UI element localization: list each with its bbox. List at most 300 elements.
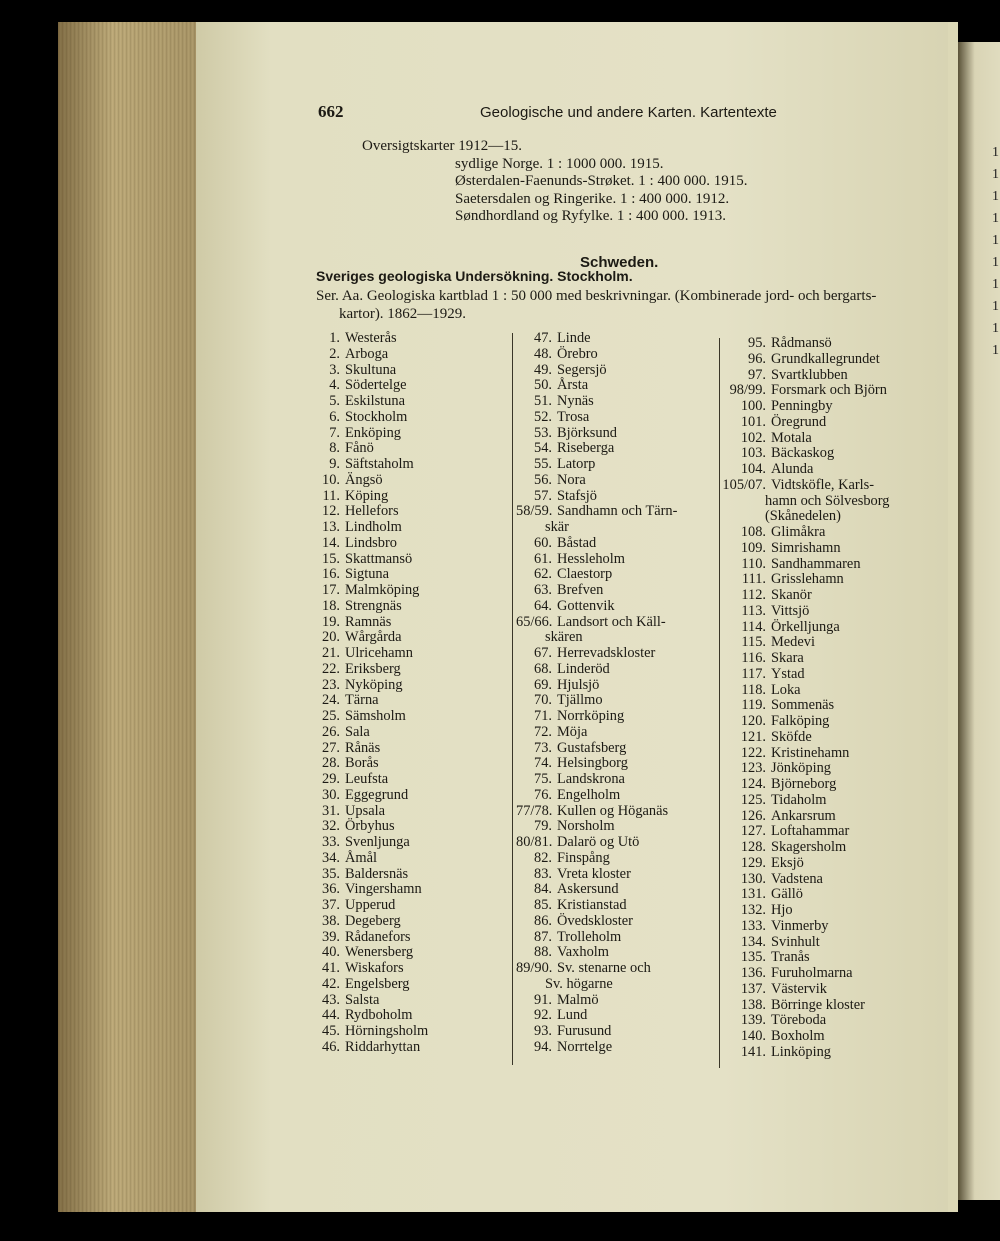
list-item — [306, 725, 506, 741]
facing-page-glyph: 1 — [992, 211, 999, 226]
sheet-name-continued: (Skånedelen) — [765, 508, 841, 525]
sheet-name: Årsta — [557, 377, 589, 394]
sheet-number: 135. — [740, 949, 766, 966]
sheet-name: Leufsta — [345, 771, 389, 787]
sheet-number: 104. — [740, 461, 766, 477]
sheet-number: 119. — [741, 697, 766, 714]
sheet-number: 95. — [748, 335, 766, 351]
sheet-number: 109. — [740, 539, 766, 556]
sheet-number: 71. — [534, 708, 552, 724]
list-item — [516, 552, 712, 568]
sheet-name: Loftahammar — [771, 823, 850, 840]
sheet-name: Herrevadskloster — [557, 645, 656, 661]
list-item — [722, 919, 922, 935]
sheet-name: Åmål — [345, 849, 377, 866]
sheet-name: Björneborg — [771, 776, 837, 792]
list-item — [306, 1024, 506, 1040]
sheet-name: Wenersberg — [345, 944, 414, 961]
list-item — [306, 930, 506, 946]
sheet-list-column-2 — [516, 331, 712, 1056]
sheet-name: Rydboholm — [345, 1007, 413, 1024]
sheet-name: Gottenvik — [557, 597, 615, 614]
list-item — [306, 772, 506, 788]
list-item — [516, 804, 712, 820]
sheet-number: 77/78. — [516, 802, 553, 819]
sheet-number: 22. — [322, 660, 340, 677]
column-divider — [719, 338, 720, 1068]
list-item — [722, 998, 922, 1014]
sheet-number: 97. — [748, 366, 766, 383]
sheet-name: Skultuna — [345, 361, 397, 378]
sheet-name: Västervik — [771, 980, 827, 997]
sheet-name: Vittsjö — [771, 602, 810, 619]
list-item — [722, 336, 922, 352]
sheet-name: Wårgårda — [345, 629, 402, 646]
sheet-name: Simrishamn — [771, 539, 841, 556]
sheet-name: Arboga — [345, 345, 389, 362]
list-item — [306, 457, 506, 473]
facing-page-glyph: 1 — [992, 343, 999, 358]
list-item — [722, 557, 922, 573]
sheet-number: 54. — [534, 440, 552, 457]
facing-page-glyph: 1 — [992, 189, 999, 204]
list-item — [306, 867, 506, 883]
sheet-name: Nyköping — [345, 676, 403, 693]
list-item — [516, 410, 712, 426]
list-item — [722, 667, 922, 683]
list-item — [516, 788, 712, 804]
sheet-number: 87. — [534, 928, 552, 945]
sheet-number: 91. — [534, 991, 552, 1008]
list-item — [722, 746, 922, 762]
sheet-number: 29. — [322, 771, 340, 787]
sheet-name: Rånäs — [345, 739, 381, 756]
sheet-number: 25. — [322, 708, 340, 724]
list-item — [516, 882, 712, 898]
list-item — [722, 541, 922, 557]
list-item — [306, 394, 506, 410]
sheet-name-continued: skär — [545, 519, 569, 535]
sheet-name: Gällö — [771, 886, 803, 903]
list-item — [516, 993, 712, 1009]
sheet-name: Kullen og Höganäs — [557, 802, 669, 819]
list-item — [306, 441, 506, 457]
sheet-name: Sv. stenarne och — [557, 960, 651, 976]
sheet-number: 141. — [740, 1043, 766, 1060]
facing-page-glyph: 1 — [992, 321, 999, 336]
sheet-name: Ramnäs — [345, 613, 392, 630]
sheet-number: 120. — [740, 713, 766, 729]
list-item — [722, 352, 922, 368]
list-item — [516, 457, 712, 473]
sheet-number: 67. — [534, 645, 552, 661]
sheet-name: Linderöd — [557, 660, 610, 677]
list-item — [516, 851, 712, 867]
list-item — [722, 872, 922, 888]
sheet-number: 127. — [740, 823, 766, 840]
list-item — [306, 709, 506, 725]
list-item — [306, 961, 506, 977]
list-item — [516, 756, 712, 772]
sheet-number: 39. — [322, 928, 340, 945]
sheet-name: Motala — [771, 429, 812, 446]
sheet-number: 139. — [740, 1012, 766, 1029]
sheet-number: 24. — [322, 692, 340, 709]
list-item — [306, 615, 506, 631]
list-item — [722, 478, 922, 494]
sheet-number: 79. — [534, 818, 552, 835]
list-item — [306, 741, 506, 757]
sheet-name: Salsta — [345, 991, 380, 1008]
sheet-name: Lindsbro — [345, 534, 397, 551]
sheet-number: 33. — [322, 834, 340, 850]
sheet-name: Tranås — [771, 949, 810, 966]
sheet-number: 15. — [322, 550, 340, 567]
sheet-name: Öregrund — [771, 413, 827, 430]
sheet-number: 105/07. — [722, 476, 766, 493]
sheet-name: Nora — [557, 471, 586, 488]
sheet-name: Kristinehamn — [771, 744, 850, 761]
sheet-number: 31. — [322, 802, 340, 819]
sheet-name-continued: skären — [545, 629, 583, 646]
sheet-name: Strengnäs — [345, 597, 402, 614]
facing-page-sliver — [958, 42, 1000, 1200]
sheet-number: 61. — [534, 550, 552, 567]
sheet-name: Sala — [345, 723, 370, 740]
sheet-number: 32. — [322, 818, 340, 835]
sheet-number: 13. — [322, 519, 340, 535]
sheet-name: Skattmansö — [345, 550, 413, 567]
list-item — [306, 819, 506, 835]
sheet-number: 102. — [740, 429, 766, 446]
sheet-number: 48. — [534, 345, 552, 362]
sheet-name: Norrköping — [557, 708, 625, 724]
sheet-name: Enköping — [345, 424, 401, 441]
sheet-name: Eksjö — [771, 854, 804, 871]
facing-page-glyph: 1 — [992, 167, 999, 182]
sheet-name: Stockholm — [345, 408, 408, 425]
sheet-number: 80/81. — [516, 834, 553, 850]
sheet-name: Skagersholm — [771, 839, 847, 855]
sheet-number: 69. — [534, 676, 552, 693]
sheet-name: Engelholm — [557, 786, 621, 803]
sheet-number: 108. — [740, 524, 766, 540]
sheet-number: 38. — [322, 912, 340, 929]
list-item — [516, 1040, 712, 1056]
sheet-number: 118. — [741, 681, 766, 698]
list-item — [306, 945, 506, 961]
sheet-number: 63. — [534, 582, 552, 598]
sheet-number: 65/66. — [516, 613, 553, 630]
sheet-name: Askersund — [557, 881, 619, 898]
sheet-number: 28. — [322, 755, 340, 772]
list-item — [516, 898, 712, 914]
sheet-number: 23. — [322, 676, 340, 693]
sheet-number: 52. — [534, 408, 552, 425]
list-item — [306, 662, 506, 678]
sheet-number: 130. — [740, 870, 766, 887]
list-item — [722, 399, 922, 415]
list-item — [516, 347, 712, 363]
sheet-name: Vreta kloster — [557, 865, 631, 882]
column-divider — [512, 333, 513, 1065]
sheet-number: 41. — [322, 960, 340, 976]
sheet-number: 12. — [322, 503, 340, 520]
sheet-name: Skanör — [771, 587, 812, 603]
oversigt-main: Oversigtskarter 1912—15. — [362, 138, 522, 154]
sheet-name: Landskrona — [557, 771, 625, 787]
facing-page-glyph: 1 — [992, 145, 999, 160]
oversigt-sub: Søndhordland og Ryfylke. 1 : 400 000. 1913. — [455, 208, 727, 224]
sheet-number: 93. — [534, 1023, 552, 1039]
sheet-name: Upperud — [345, 897, 396, 913]
sheet-number: 17. — [322, 582, 340, 598]
sheet-name: Tärna — [345, 692, 379, 709]
sheet-number: 46. — [322, 1038, 340, 1055]
facing-page-glyph: 1 — [992, 299, 999, 314]
sheet-name: Baldersnäs — [345, 865, 409, 882]
sheet-name: Örebro — [557, 345, 598, 362]
sheet-name-continued: Sv. högarne — [545, 975, 613, 992]
sheet-number: 132. — [740, 902, 766, 918]
list-item — [722, 903, 922, 919]
list-item — [306, 630, 506, 646]
sheet-name: Köping — [345, 487, 389, 504]
sheet-name: Furuholmarna — [771, 965, 853, 981]
sheet-number: 9. — [329, 456, 340, 472]
sheet-number: 1. — [329, 330, 340, 346]
sheet-number: 98/99. — [729, 382, 766, 399]
facing-page-glyph: 1 — [992, 277, 999, 292]
list-item — [516, 930, 712, 946]
sheet-list-column-3 — [722, 336, 922, 1061]
sheet-number: 64. — [534, 597, 552, 614]
sheet-name: Wiskafors — [345, 960, 404, 976]
list-item — [516, 1024, 712, 1040]
sheet-number: 47. — [534, 330, 552, 346]
sheet-number: 26. — [322, 723, 340, 740]
sheet-number: 4. — [329, 377, 340, 394]
list-item — [516, 331, 712, 347]
sheet-number: 62. — [534, 566, 552, 583]
sheet-name: Linköping — [771, 1043, 831, 1060]
list-item — [722, 777, 922, 793]
sheet-name: Möja — [557, 723, 588, 740]
sheet-name: Dalarö og Utö — [557, 834, 640, 850]
sheet-number: 124. — [740, 776, 766, 792]
sheet-name: Björksund — [557, 424, 617, 441]
list-item — [722, 887, 922, 903]
series-description — [316, 288, 936, 323]
list-item — [306, 331, 506, 347]
list-item — [516, 772, 712, 788]
sheet-name-continued: hamn och Sölvesborg — [765, 492, 890, 509]
sheet-name: Sandhammaren — [771, 555, 861, 572]
sheet-number: 6. — [329, 408, 340, 425]
sheet-number: 8. — [329, 440, 340, 457]
sheet-name: Börringe kloster — [771, 996, 865, 1013]
list-item — [722, 446, 922, 462]
sheet-number: 96. — [748, 350, 766, 367]
sheet-name: Tidaholm — [771, 791, 827, 808]
list-item — [722, 935, 922, 951]
list-item — [516, 709, 712, 725]
sheet-number: 85. — [534, 897, 552, 913]
sheet-number: 45. — [322, 1023, 340, 1039]
sheet-name: Sköfde — [771, 728, 812, 745]
sheet-number: 27. — [322, 739, 340, 756]
sheet-name: Skara — [771, 650, 804, 666]
sheet-name: Helsingborg — [557, 755, 628, 772]
series-line-continued: kartor). 1862—1929. — [339, 305, 467, 322]
list-item — [306, 788, 506, 804]
list-item — [722, 620, 922, 636]
list-item — [516, 536, 712, 552]
list-item — [516, 693, 712, 709]
list-item — [516, 867, 712, 883]
sheet-name: Övedskloster — [557, 912, 633, 929]
sheet-name: Ystad — [771, 665, 805, 682]
list-item — [306, 378, 506, 394]
list-item — [306, 410, 506, 426]
sheet-number: 122. — [740, 744, 766, 761]
sheet-name: Grisslehamn — [771, 571, 844, 588]
list-item — [306, 347, 506, 363]
sheet-number: 84. — [534, 881, 552, 898]
sheet-number: 100. — [740, 398, 766, 414]
sheet-number: 113. — [741, 602, 766, 619]
sheet-name: Forsmark och Björn — [771, 382, 887, 399]
sheet-number: 34. — [322, 849, 340, 866]
list-item — [516, 441, 712, 457]
sheet-name: Gustafsberg — [557, 739, 627, 756]
sheet-name: Landsort och Käll- — [557, 613, 666, 630]
sheet-name: Penningby — [771, 398, 833, 414]
sheet-number: 92. — [534, 1007, 552, 1024]
sheet-name: Degeberg — [345, 912, 401, 929]
sheet-name: Vadstena — [771, 870, 823, 887]
sheet-name: Vinmerby — [771, 917, 829, 934]
list-item — [722, 761, 922, 777]
sheet-name: Hellefors — [345, 503, 399, 520]
sheet-name: Segersjö — [557, 361, 607, 378]
list-item — [722, 431, 922, 447]
sheet-name: Nynäs — [557, 393, 594, 409]
sheet-number: 137. — [740, 980, 766, 997]
list-item — [516, 1008, 712, 1024]
sheet-name: Jönköping — [771, 760, 831, 777]
sheet-name: Upsala — [345, 802, 385, 819]
sheet-number: 89/90. — [516, 960, 553, 976]
list-item — [306, 489, 506, 505]
publisher-heading: Sveriges geologiska Undersökning. Stockholm. — [316, 268, 633, 284]
sheet-number: 110. — [741, 555, 766, 572]
list-item — [306, 583, 506, 599]
list-item — [722, 572, 922, 588]
sheet-name: Ankarsrum — [771, 807, 836, 824]
sheet-name: Riddarhyttan — [345, 1038, 421, 1055]
sheet-number: 83. — [534, 865, 552, 882]
sheet-name: Vidtsköfle, Karls- — [771, 476, 875, 493]
page-header — [318, 102, 778, 126]
sheet-name: Brefven — [557, 582, 604, 598]
sheet-number: 133. — [740, 917, 766, 934]
list-item — [306, 804, 506, 820]
sheet-name: Engelsberg — [345, 975, 410, 992]
sheet-name: Riseberga — [557, 440, 615, 457]
page-title: Geologische und andere Karten. Kartentexte — [480, 104, 777, 121]
sheet-number: 75. — [534, 771, 552, 787]
sheet-number: 58/59. — [516, 503, 553, 520]
list-item — [516, 835, 712, 851]
sheet-name: Trosa — [557, 408, 590, 425]
sheet-name: Sigtuna — [345, 566, 389, 583]
list-item — [722, 1045, 922, 1061]
sheet-number: 11. — [322, 487, 340, 504]
sheet-number: 128. — [740, 839, 766, 855]
sheet-number: 72. — [534, 723, 552, 740]
sheet-name: Sommenäs — [771, 697, 835, 714]
oversigt-sub: Østerdalen-Faenunds-Strøket. 1 : 400 000. 1915. — [455, 173, 748, 189]
section-title: Schweden. — [580, 254, 659, 271]
list-item — [306, 851, 506, 867]
sheet-name: Södertelge — [345, 377, 407, 394]
list-item — [306, 1040, 506, 1056]
list-item — [722, 809, 922, 825]
sheet-number: 82. — [534, 849, 552, 866]
list-item — [516, 914, 712, 930]
sheet-number: 74. — [534, 755, 552, 772]
sheet-number: 117. — [741, 665, 766, 682]
sheet-name: Eskilstuna — [345, 393, 405, 409]
sheet-name: Falköping — [771, 713, 830, 729]
list-item — [516, 819, 712, 835]
sheet-name: Latorp — [557, 456, 596, 472]
list-item — [306, 993, 506, 1009]
list-item — [516, 678, 712, 694]
sheet-name: Norrtelge — [557, 1038, 613, 1055]
sheet-number: 70. — [534, 692, 552, 709]
sheet-number: 138. — [740, 996, 766, 1013]
sheet-name: Alunda — [771, 461, 814, 477]
sheet-number: 53. — [534, 424, 552, 441]
list-item — [516, 489, 712, 505]
list-item — [722, 525, 922, 541]
sheet-list-column-1 — [306, 331, 506, 1056]
list-item — [722, 368, 922, 384]
sheet-name: Norsholm — [557, 818, 615, 835]
sheet-number: 14. — [322, 534, 340, 551]
sheet-number: 111. — [741, 571, 766, 588]
sheet-number: 60. — [534, 534, 552, 551]
sheet-number: 2. — [329, 345, 340, 362]
sheet-name: Svenljunga — [345, 834, 410, 850]
sheet-name: Vaxholm — [557, 944, 609, 961]
sheet-number: 101. — [740, 413, 766, 430]
list-item — [306, 552, 506, 568]
sheet-number: 20. — [322, 629, 340, 646]
sheet-number: 3. — [329, 361, 340, 378]
sheet-number: 35. — [322, 865, 340, 882]
oversigt-block — [362, 138, 747, 226]
sheet-name: Fånö — [345, 440, 374, 457]
sheet-number: 30. — [322, 786, 340, 803]
sheet-number: 125. — [740, 791, 766, 808]
sheet-number: 115. — [741, 634, 766, 651]
sheet-number: 55. — [534, 456, 552, 472]
facing-page-glyph: 1 — [992, 233, 999, 248]
list-item — [516, 473, 712, 489]
